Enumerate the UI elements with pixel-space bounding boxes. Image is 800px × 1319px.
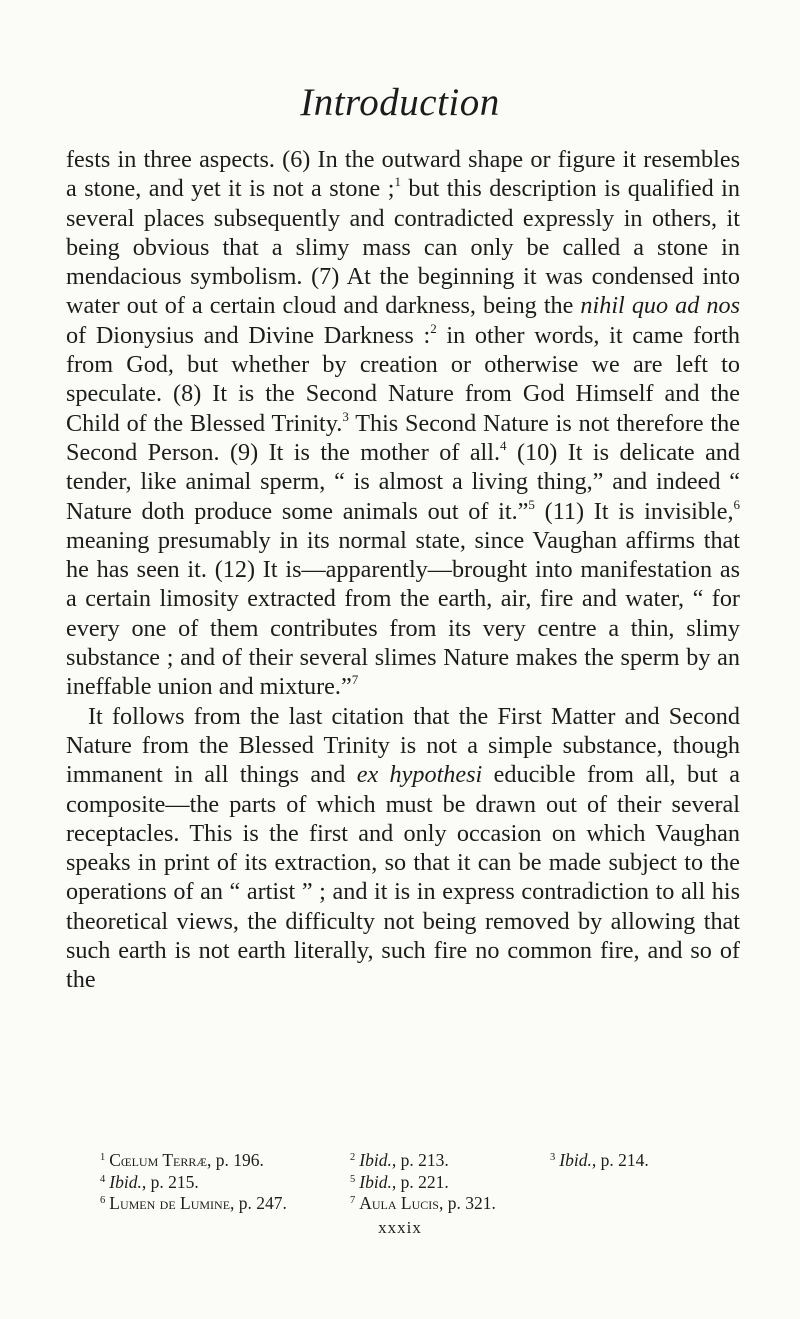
text-run: This Second Nature is not therefore the Second Person. (9) It is the mother of all.: [66, 409, 740, 466]
text-run: educible from all, but a composite—the parts of which must be drawn out of their several receptacles. This is the first and only occasion on which Vaughan speaks in print of its extraction, so that it can be made subject to the operations of an “ artist ” ; and it is in express contradiction to all his theoretical views, the difficulty not being removed by allowing that such earth is not earth literally, such fire no common fire, and so of the: [66, 761, 741, 994]
footnote-marker: 6: [733, 496, 740, 512]
footnote-2: $^2$ Ibid., p. 213.: [350, 1150, 449, 1170]
body-text: [66, 145, 740, 995]
footnote-marker: 1: [394, 174, 401, 190]
footnote-row: [100, 1172, 740, 1194]
footnote-marker: 7: [351, 672, 359, 688]
footnote-4: $^4$ Ibid., p. 215.: [100, 1171, 199, 1192]
text-run: in other words, it came forth from God, but whether by creation or otherwise we are left to speculate. (8) It is the Second Nature from God Himself and the Child of the Blessed Trinity.: [66, 321, 740, 437]
paragraph-1: [66, 145, 740, 702]
footnotes: [100, 1150, 740, 1215]
footnote-row: [100, 1193, 740, 1215]
footnote-1: $^1$ Cœlum Terræ, p. 196.: [100, 1150, 264, 1170]
italic-phrase: ex hypothesi: [356, 761, 483, 789]
footnote-3: $^3$ Ibid., p. 214.: [550, 1150, 649, 1170]
text-run: but this description is qualified in several places subsequently and contradicted expressly in others, it being obvious that a slimy mass can only be called a stone in mendacious symbolism. (7) At the beginning it was condensed into water out of a certain cloud and darkness, being the: [66, 175, 740, 320]
text-run: (11) It is invisible,: [534, 497, 734, 525]
footnote-7: $^7$ Aula Lucis, p. 321.: [350, 1193, 496, 1213]
italic-phrase: nihil quo ad nos: [580, 292, 740, 320]
text-run: fests in three aspects. (6) In the outward shape or figure it resembles a stone, and yet it is not a stone ;: [66, 146, 740, 203]
footnote-marker: 2: [430, 320, 437, 336]
footnote-marker: 4: [500, 437, 507, 453]
footnote-marker: 5: [528, 496, 535, 512]
paragraph-2: [66, 702, 740, 995]
footnote-row: [100, 1150, 740, 1172]
running-head: Introduction: [300, 81, 500, 124]
footnote-5: $^5$ Ibid., p. 221.: [350, 1171, 449, 1192]
footnote-6: $^6$ Lumen de Lumine, p. 247.: [100, 1193, 287, 1213]
page-number: xxxix: [378, 1218, 422, 1237]
text-run: It follows from the last citation that the First Matter and Second Nature from the Blessed Trinity is not a simple substance, though immanent in all things and: [66, 702, 740, 789]
footnote-marker: 3: [342, 408, 349, 424]
text-run: meaning presumably in its normal state, since Vaughan affirms that he has seen it. (12) It is—apparently—brought into manifestation as a certain limosity extracted from the earth, air, fire and water, “ for every one of them contributes from its very centre a thin, slimy substance ; and of their several slimes Nature makes the sperm by an ineffable union and mixture.”: [66, 526, 740, 701]
text-run: (10) It is delicate and tender, like animal sperm, “ is almost a living thing,” and indeed “ Nature doth produce some animals out of it.”: [66, 438, 740, 525]
text-run: of Dionysius and Divine Darkness :: [66, 321, 431, 349]
